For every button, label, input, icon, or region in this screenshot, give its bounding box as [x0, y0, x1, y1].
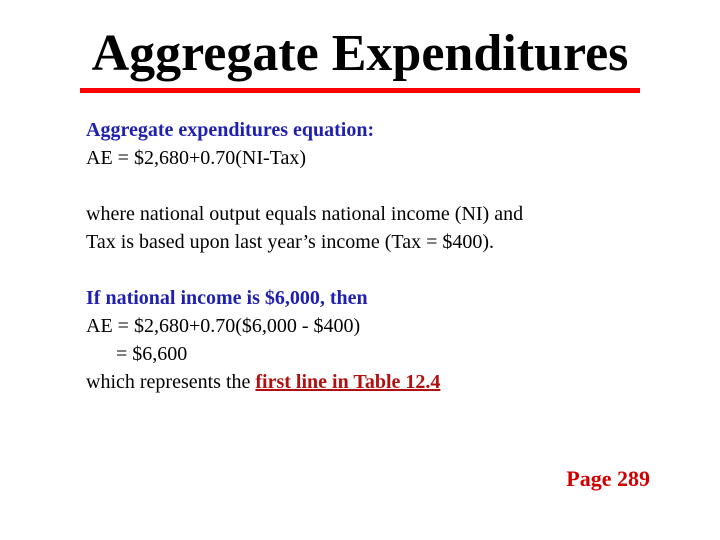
- explanation-line-2: Tax is based upon last year’s income (Tax = $400).: [86, 231, 495, 253]
- equation-heading: Aggregate expenditures equation:: [86, 119, 375, 141]
- spacer: [86, 256, 686, 284]
- slide-body: [86, 116, 686, 396]
- title-divider: [80, 88, 640, 93]
- page-number: Page 289: [566, 466, 650, 491]
- explanation-line-1: where national output equals national income (NI) and: [86, 203, 524, 225]
- table-reference-link[interactable]: first line in Table 12.4: [255, 371, 441, 393]
- example-equation: AE = $2,680+0.70($6,000 - $400): [86, 315, 361, 337]
- example-conclusion: [86, 368, 686, 396]
- example-result: = $6,600: [86, 343, 188, 365]
- example-condition: If national income is $6,000, then: [86, 287, 368, 309]
- slide-title: Aggregate Expenditures: [91, 25, 629, 82]
- ae-equation: AE = $2,680+0.70(NI-Tax): [86, 147, 306, 169]
- spacer: [86, 172, 686, 200]
- conclusion-prefix: which represents the: [86, 371, 256, 393]
